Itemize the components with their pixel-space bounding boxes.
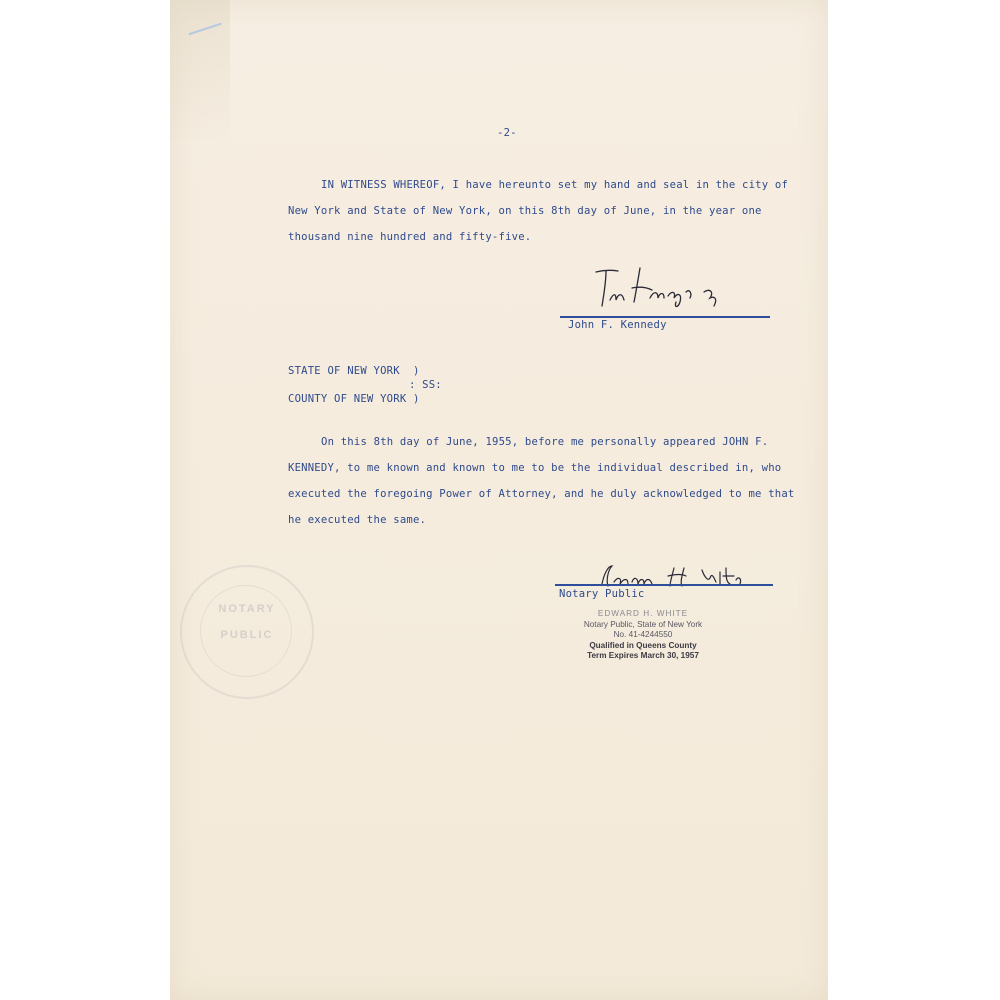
witness-line-1: IN WITNESS WHEREOF, I have hereunto set my hand and seal in the city of [321,179,789,191]
stamp-county: Qualified in Queens County [589,640,697,650]
notary-signature-line [555,584,773,586]
seal-text-top: NOTARY [218,603,276,615]
notary-title: Notary Public [559,588,645,600]
kennedy-signature-line [560,316,770,318]
ack-line-4: he executed the same. [288,514,427,526]
stamp-commission: Notary Public, State of New York [583,619,703,629]
ack-line-1: On this 8th day of June, 1955, before me personally appeared JOHN F. [321,436,769,448]
venue-county: COUNTY OF NEW YORK ) [288,393,420,405]
notary-stamp [548,609,738,662]
signer-name: John F. Kennedy [568,319,667,331]
kennedy-signature [592,262,742,312]
ack-line-3: executed the foregoing Power of Attorney, and he duly acknowledged to me that [288,488,795,500]
witness-line-2: New York and State of New York, on this 8th day of June, in the year one [288,205,762,217]
venue-state: STATE OF NEW YORK ) [288,365,420,377]
page-number: -2- [497,127,517,139]
seal-text-bottom: PUBLIC [220,629,274,641]
stamp-expiry: Term Expires March 30, 1957 [587,651,699,660]
embossed-notary-seal [180,565,314,699]
stamp-name: EDWARD H. WHITE [597,609,689,618]
witness-line-3: thousand nine hundred and fifty-five. [288,231,532,243]
ack-line-2: KENNEDY, to me known and known to me to be the individual described in, who [288,462,782,474]
venue-ss: : SS: [409,379,442,391]
stamp-number: No. 41-4244550 [613,630,673,639]
document-page [170,0,828,1000]
